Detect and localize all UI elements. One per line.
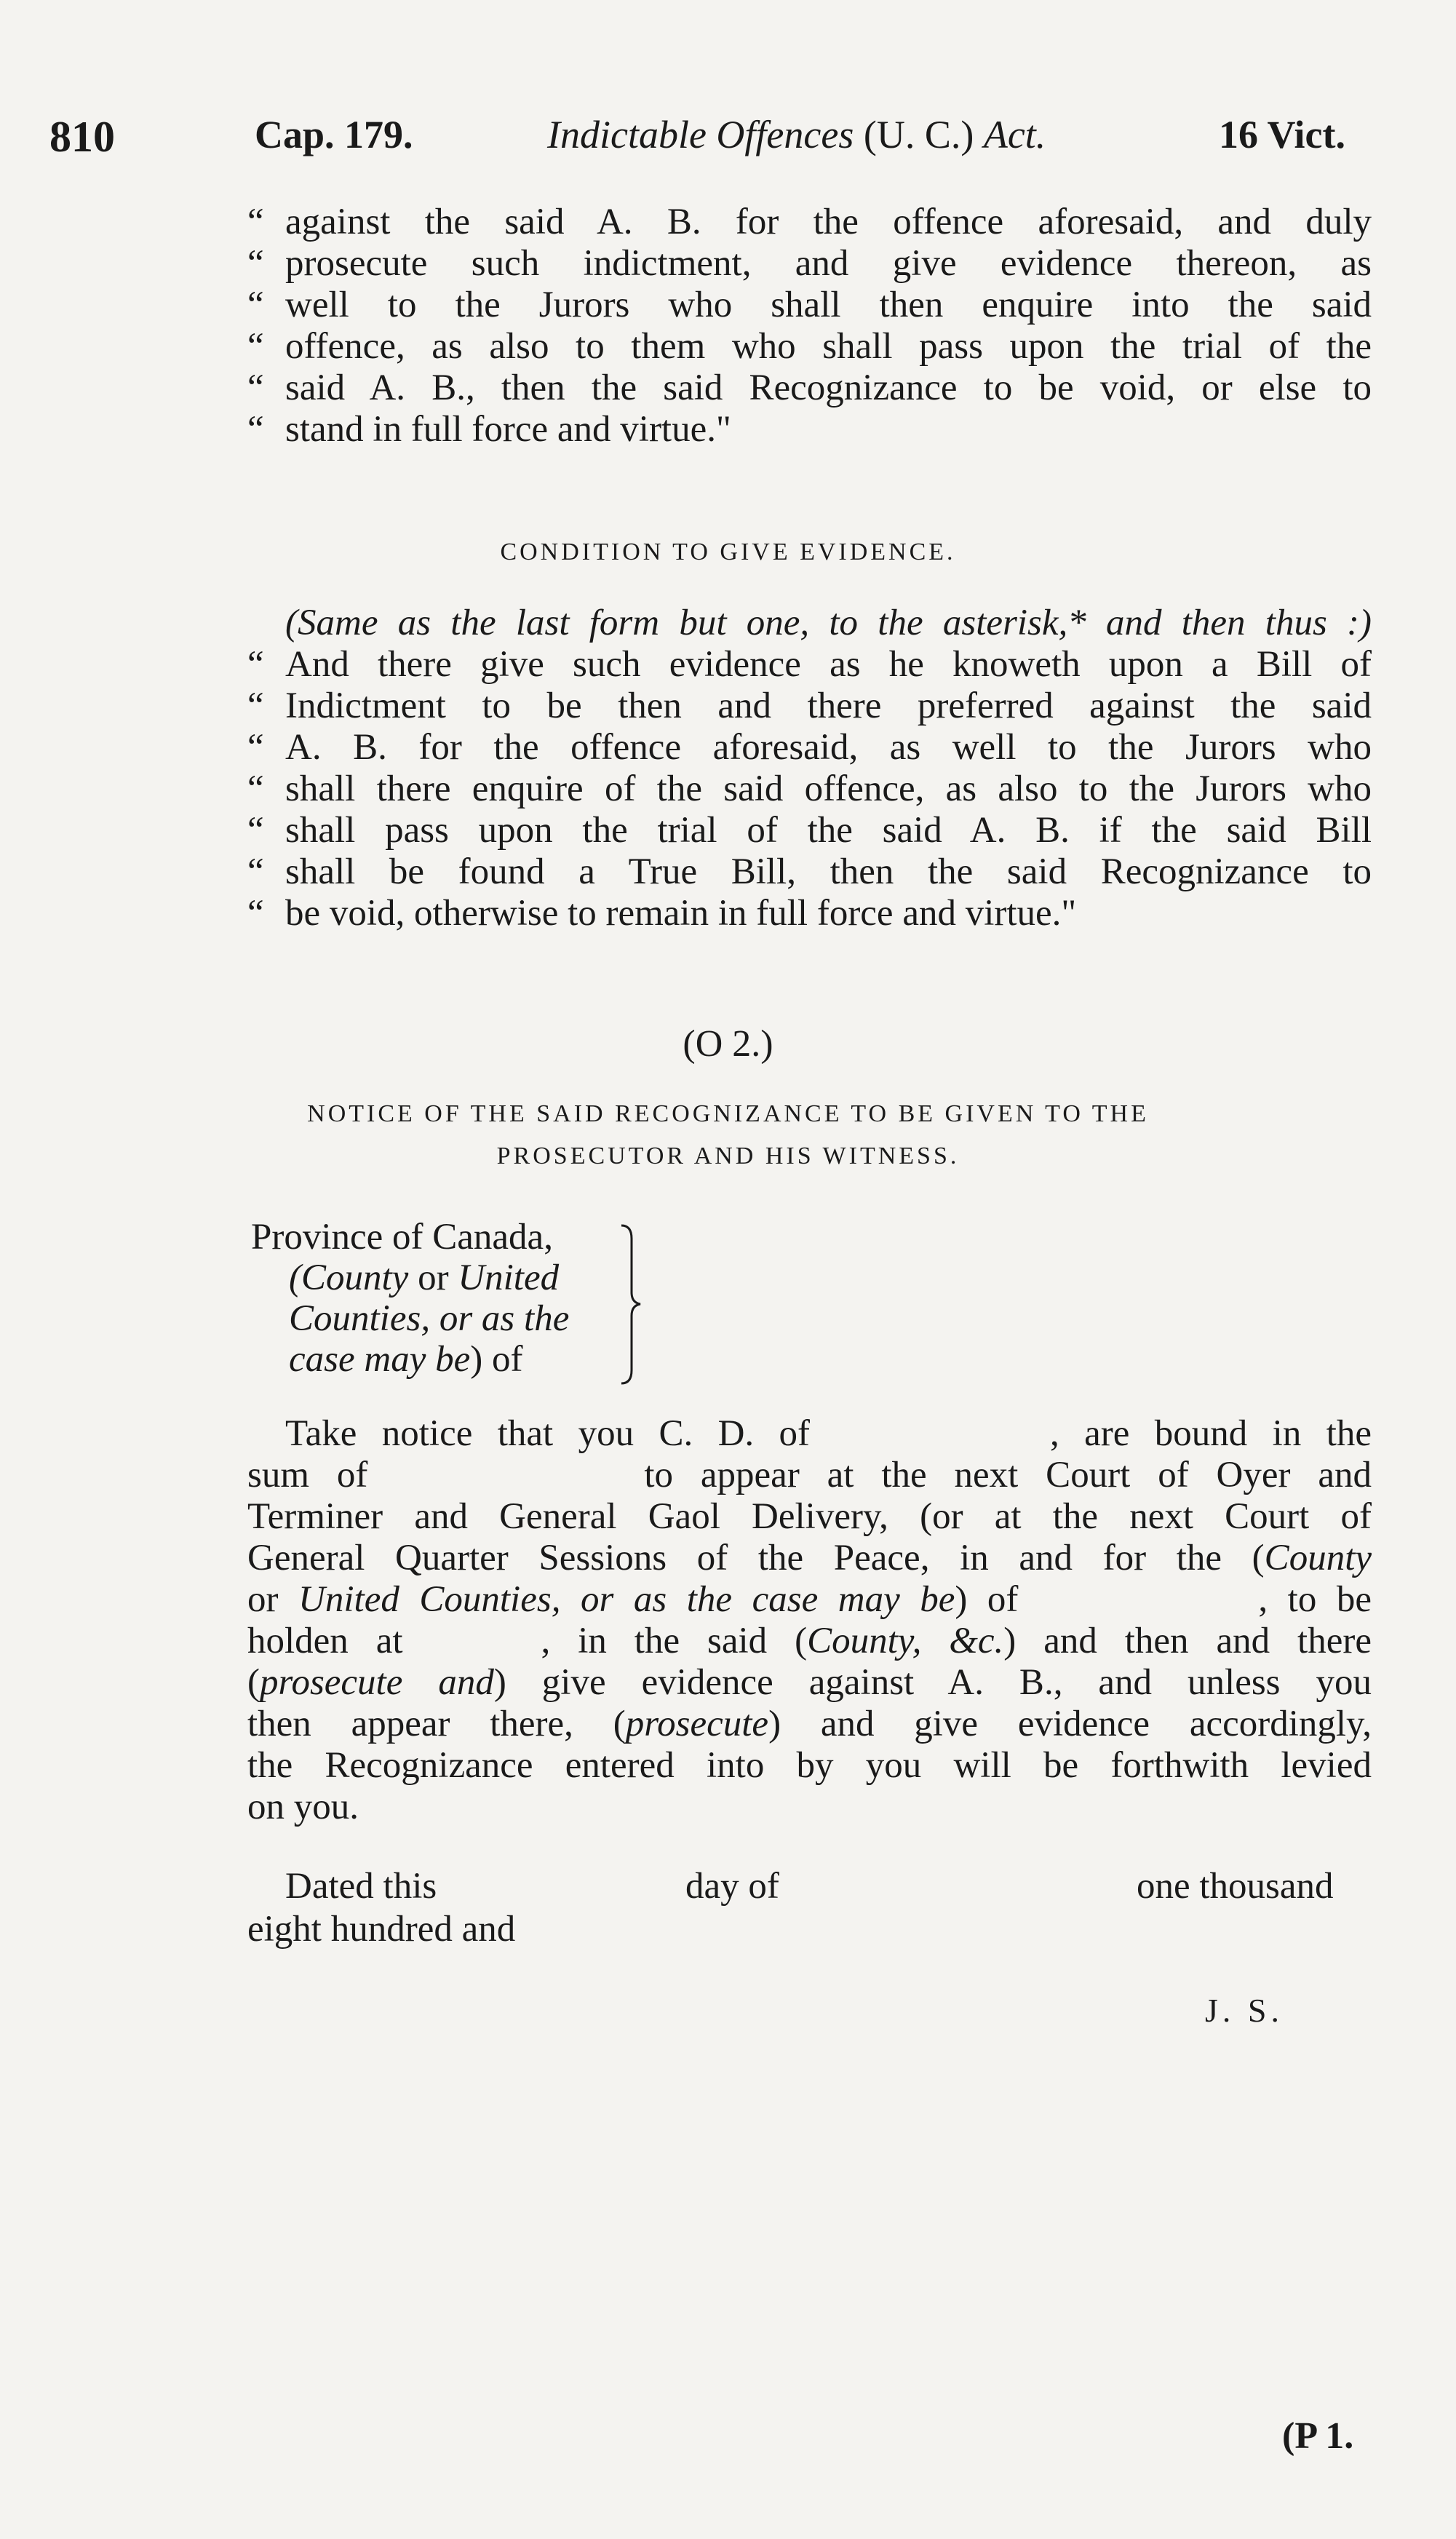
title-act: Act. (983, 113, 1046, 156)
notice-line: holden at , in the said (County, &c.) and then and there (247, 1621, 1372, 1661)
regnal-year: 16 Vict. (1219, 113, 1345, 156)
venue-block (251, 1217, 569, 1380)
intro-line: “ offence, as also to them who shall pass upon the trial of the (247, 326, 1372, 367)
catchword: (P 1. (1282, 2415, 1354, 2457)
dated-day-of: day of (685, 1866, 779, 1907)
intro-line: “ prosecute such indictment, and give evidence thereon, as (247, 243, 1372, 284)
notice-line: the Recognizance entered into by you will be forthwith levied (247, 1745, 1372, 1786)
intro-paragraph (247, 202, 1372, 450)
condition-line: “ be void, otherwise to remain in full force and virtue." (247, 893, 1077, 934)
running-title (547, 115, 1046, 154)
venue-line: (County or United (289, 1257, 560, 1298)
dated-eight-hundred: eight hundred and (247, 1909, 516, 1950)
title-italic: Indictable Offences (547, 113, 854, 156)
venue-line: Counties, or as the (289, 1298, 570, 1339)
condition-line: “ shall be found a True Bill, then the said Recognizance to (247, 851, 1372, 892)
notice-line: on you. (247, 1787, 359, 1827)
intro-line: “ well to the Jurors who shall then enquire into the said (247, 285, 1372, 325)
condition-line: “ shall pass upon the trial of the said A. B. if the said Bill (247, 810, 1372, 851)
notice-paragraph (247, 1413, 1372, 1828)
venue-line: Province of Canada, (251, 1217, 553, 1257)
intro-line: “ stand in full force and virtue." (247, 409, 731, 450)
notice-line: sum of to appear at the next Court of Oyer and (247, 1455, 1372, 1495)
chapter-label: Cap. 179. (255, 113, 413, 156)
condition-line: “ Indictment to be then and there preferred against the said (247, 686, 1372, 726)
notice-line: Terminer and General Gaol Delivery, (or at the next Court of (247, 1496, 1372, 1537)
condition-paragraph (247, 603, 1372, 934)
signature-initials: J. S. (1205, 1992, 1284, 2029)
condition-line: “ shall there enquire of the said offence, as also to the Jurors who (247, 768, 1372, 809)
venue-line: case may be) of (289, 1339, 523, 1380)
condition-line: “ And there give such evidence as he knoweth upon a Bill of (247, 644, 1372, 685)
title-middle: (U. C.) (854, 113, 984, 156)
dated-one-thousand: one thousand (1137, 1866, 1334, 1907)
notice-line: Take notice that you C. D. of , are bound in the (285, 1413, 1372, 1454)
notice-line: or United Counties, or as the case may be) of , to be (247, 1579, 1372, 1620)
condition-heading: CONDITION TO GIVE EVIDENCE. (500, 539, 956, 565)
notice-line: then appear there, (prosecute) and give evidence accordingly, (247, 1704, 1372, 1744)
notice-line: (prosecute and) give evidence against A. B., and unless you (247, 1662, 1372, 1703)
page-number: 810 (49, 113, 115, 161)
form-number: (O 2.) (683, 1023, 773, 1065)
dated-this: Dated this (285, 1866, 437, 1907)
condition-line: “ A. B. for the offence aforesaid, as well to the Jurors who (247, 727, 1372, 768)
form-heading-line-1: NOTICE OF THE SAID RECOGNIZANCE TO BE GIVEN TO THE (307, 1100, 1149, 1127)
intro-line: “ said A. B., then the said Recognizance to be void, or else to (247, 367, 1372, 408)
condition-instruction: (Same as the last form but one, to the asterisk,* and then thus :) (285, 603, 1372, 643)
notice-line: General Quarter Sessions of the Peace, in and for the (County (247, 1538, 1372, 1578)
venue-brace (618, 1223, 643, 1386)
form-heading-line-2: PROSECUTOR AND HIS WITNESS. (496, 1143, 960, 1169)
intro-line: “ against the said A. B. for the offence aforesaid, and duly (247, 202, 1372, 242)
